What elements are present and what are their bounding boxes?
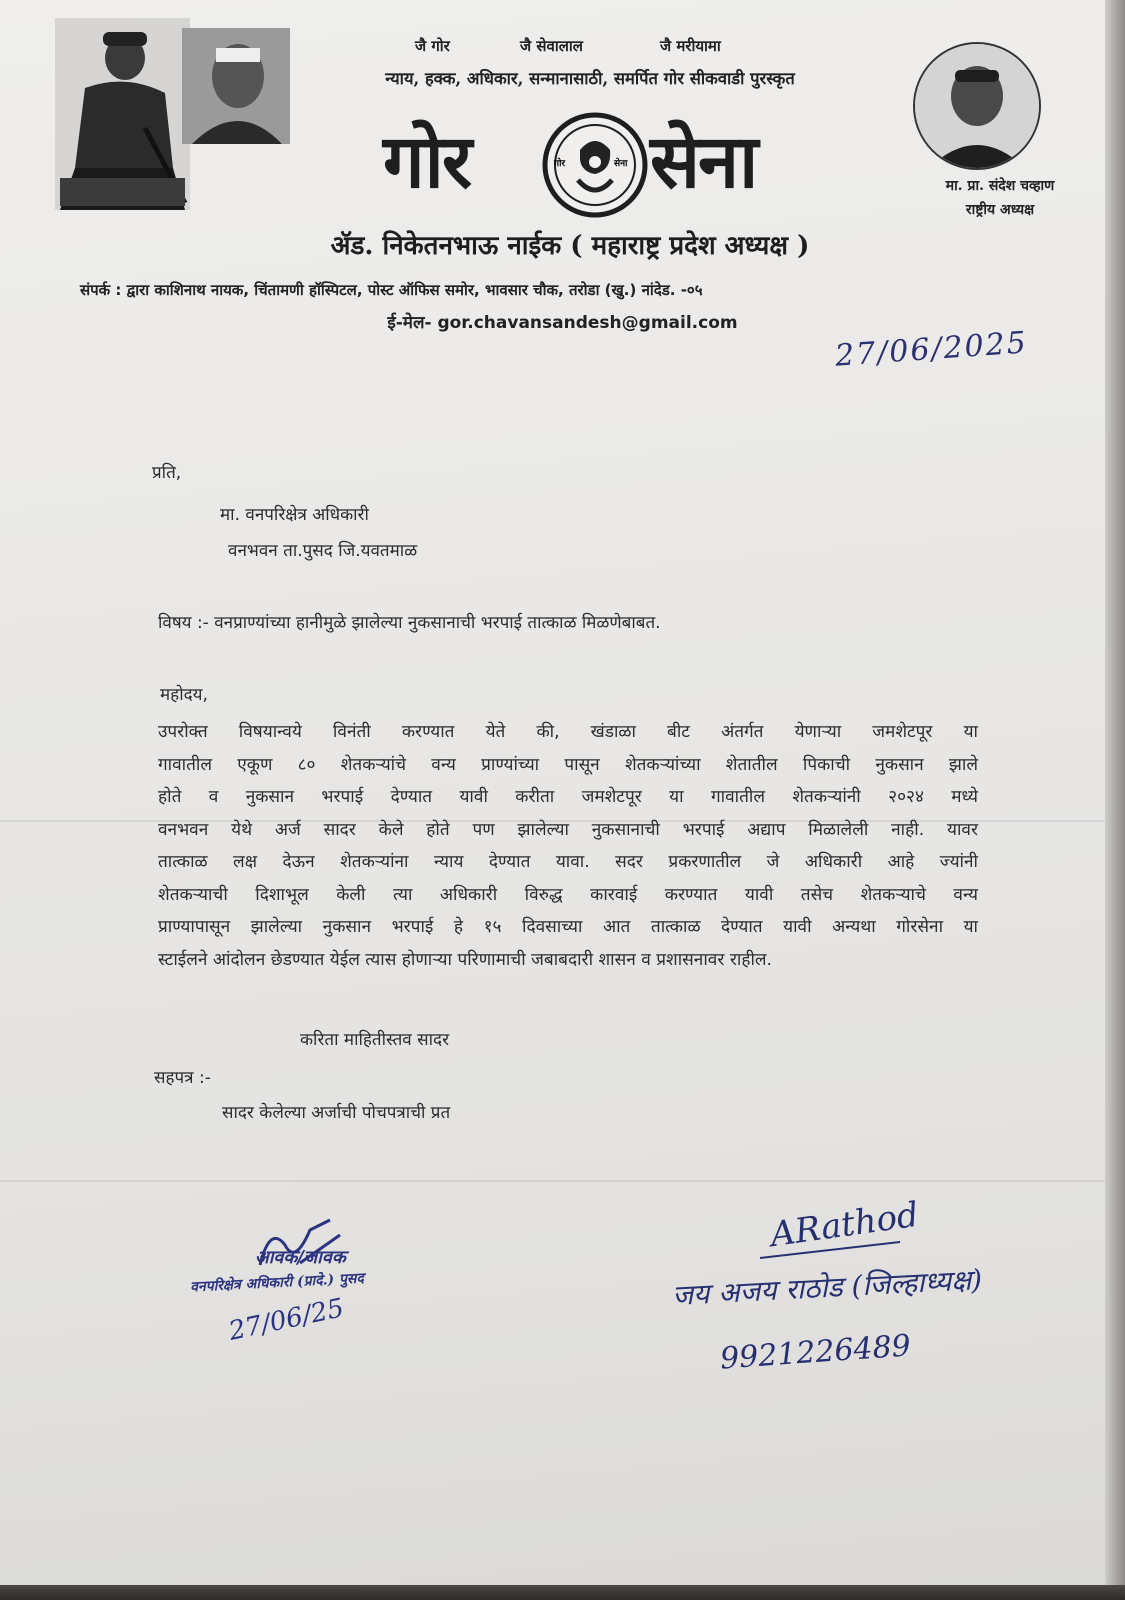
national-president-role: राष्ट्रीय अध्यक्ष [965, 202, 1035, 218]
signatory-name: जय अजय राठोड (जिल्हाध्यक्ष) [671, 1262, 983, 1313]
portrait-left-2 [182, 28, 290, 144]
body-line: शेतकऱ्याची दिशाभूल केली त्या अधिकारी विरुद्ध कारवाई करण्यात यावी तसेच शेतकऱ्याचे वन्य [158, 884, 978, 905]
letter-body-paragraph [158, 716, 978, 976]
tagline: न्याय, हक्क, अधिकार, सन्मानासाठी, समर्पित गोर सीकवाडी पुरस्कृत [385, 69, 795, 88]
body-line: उपरोक्त विषयान्वये विनंती करण्यात येते की, खंडाळा बीट अंतर्गत येणाऱ्या जमशेटपूर या [158, 722, 978, 742]
portrait-left-1 [55, 18, 190, 210]
emblem-text-left: गोर [554, 159, 566, 169]
handwritten-date: 27/06/2025 [834, 325, 1029, 374]
stamp-date: 27/06/25 [226, 1293, 347, 1347]
contact-address: संपर्क : द्वारा काशिनाथ नायक, चिंतामणी हॉस्पिटल, पोस्ट ऑफिस समोर, भावसार चौक, तरोडा (खु.) नांदेड. -०५ [80, 281, 703, 299]
body-line: प्राण्यापासून झालेल्या नुकसान भरपाई हे १५ दिवसाच्या आत तात्काळ देण्यात यावी अन्यथा गोरसेना या [158, 917, 978, 937]
paper-fold [0, 1180, 1105, 1182]
national-president-name: मा. प्रा. संदेश चव्हाण [945, 178, 1055, 194]
brand-sena: सेना [650, 119, 757, 205]
state-president-line: ॲड. निकेतनभाऊ नाईक ( महाराष्ट्र प्रदेश अध्यक्ष ) [330, 231, 810, 261]
emblem-text-right: सेना [614, 159, 628, 169]
slogan-2: जै सेवालाल [520, 37, 583, 55]
body-line: होते व नुकसान भरपाई देण्यात यावी करीता जमशेटपूर या गावातील शेतकऱ्यांनी २०२४ मध्ये [158, 787, 978, 807]
body-line: वनभवन येथे अर्ज सादर केले होते पण झालेल्या नुकसानाची भरपाई अद्याप मिळालेली नाही. यावर [158, 819, 978, 840]
recipient-line-2: वनभवन ता.पुसद जि.यवतमाळ [228, 541, 418, 561]
stamp-line-1: आवक/जावक [255, 1247, 346, 1268]
slogan-1: जै गोर [415, 37, 450, 55]
to-label: प्रति, [152, 463, 182, 483]
paper-edge-shadow [1105, 0, 1125, 1600]
enclosure-label: सहपत्र :- [154, 1068, 211, 1088]
stamp-line-2: वनपरिक्षेत्र अधिकारी (प्रादे.) पुसद [189, 1270, 365, 1296]
brand-gor: गोर [383, 119, 471, 205]
body-line: गावातील एकूण ८० शेतकऱ्यांचे वन्य प्राण्यांच्या पासून शेतकऱ्यांच्या शेतातील पिकाची नुकसान झाले [158, 754, 978, 775]
signatory-phone: 9921226489 [719, 1328, 912, 1377]
body-line: स्टाईलने आंदोलन छेडण्यात येईल त्यास होणाऱ्या परिणामाची जबाबदारी शासन व प्रशासनावर राहील. [158, 949, 773, 970]
portrait-national-president [913, 42, 1041, 170]
table-edge [0, 1585, 1125, 1600]
gor-sena-emblem [540, 110, 650, 220]
signature-scribble: ARathod [767, 1194, 922, 1256]
body-line: तात्काळ लक्ष देऊन शेतकऱ्यांना न्याय देण्यात यावा. सदर प्रकरणातील जे अधिकारी आहे ज्यांनी [158, 852, 978, 872]
slogan-3: जै मरीयामा [660, 37, 721, 55]
closing-line: करिता माहितीस्तव सादर [300, 1030, 450, 1050]
subject-line: विषय :- वनप्राण्यांच्या हानीमुळे झालेल्या नुकसानाची भरपाई तात्काळ मिळणेबाबत. [158, 613, 661, 633]
contact-email: ई-मेल- gor.chavansandesh@gmail.com [387, 313, 738, 333]
recipient-line-1: मा. वनपरिक्षेत्र अधिकारी [220, 505, 369, 525]
enclosure-item: सादर केलेल्या अर्जाची पोचपत्राची प्रत [222, 1103, 451, 1123]
salutation: महोदय, [160, 685, 208, 705]
